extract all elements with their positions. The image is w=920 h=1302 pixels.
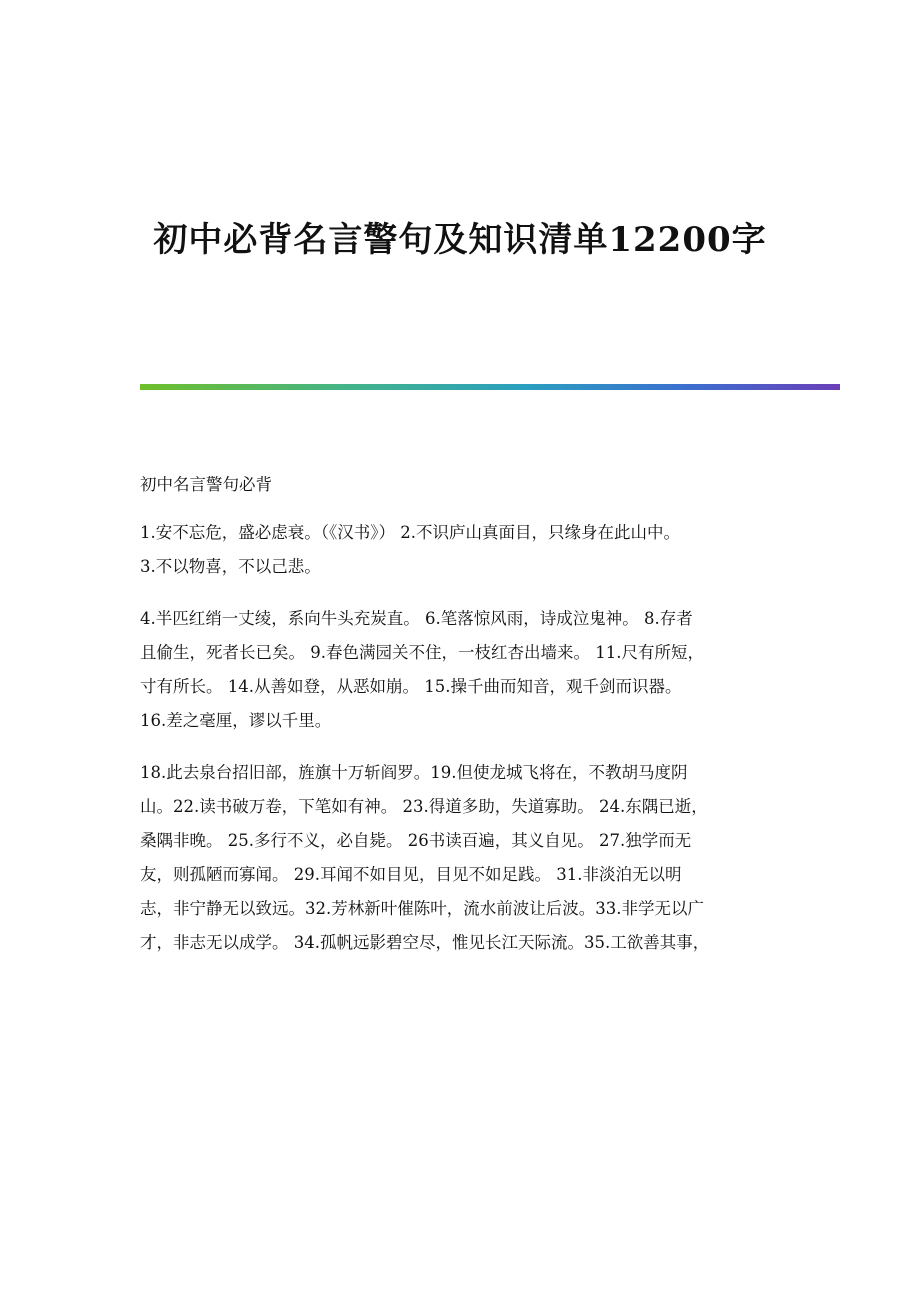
text-line: 4.半匹红绡一丈绫，系向牛头充炭直。 6.笔落惊风雨，诗成泣鬼神。 8.存者 <box>140 609 693 628</box>
text-line: 志，非宁静无以致远。32.芳林新叶催陈叶，流水前波让后波。33.非学无以广 <box>140 899 704 918</box>
text-line: 寸有所长。 14.从善如登，从恶如崩。 15.操千曲而知音，观千剑而识器。 <box>140 677 682 696</box>
text-line: 18.此去泉台招旧部，旌旗十万斩阎罗。19.但使龙城飞将在，不教胡马度阴 <box>140 763 688 782</box>
document-body <box>140 468 780 978</box>
text-line: 桑隅非晚。 25.多行不义，必自毙。 26书读百遍，其义自见。 27.独学而无 <box>140 831 692 850</box>
paragraph-2 <box>140 602 780 738</box>
text-line: 友，则孤陋而寡闻。 29.耳闻不如目见，目见不如足践。 31.非淡泊无以明 <box>140 865 682 884</box>
text-line: 16.差之毫厘，谬以千里。 <box>140 711 332 730</box>
text-line: 1.安不忘危，盛必虑衰。（《汉书》） 2.不识庐山真面目，只缘身在此山中。 <box>140 523 680 542</box>
text-line: 山。22.读书破万卷，下笔如有神。 23.得道多助，失道寡助。 24.东隅已逝， <box>140 797 708 816</box>
paragraph-3 <box>140 756 780 960</box>
text-line: 且偷生，死者长已矣。 9.春色满园关不住，一枝红杏出墙来。 11.尺有所短， <box>140 643 704 662</box>
title-divider <box>140 384 840 390</box>
section-heading: 初中名言警句必背 <box>140 475 272 494</box>
document-title: 初中必背名言警句及知识清单12200字 <box>153 220 767 260</box>
paragraph-1 <box>140 516 780 584</box>
text-line: 才，非志无以成学。 34.孤帆远影碧空尽，惟见长江天际流。35.工欲善其事， <box>140 933 710 952</box>
text-line: 3.不以物喜，不以己悲。 <box>140 557 321 576</box>
